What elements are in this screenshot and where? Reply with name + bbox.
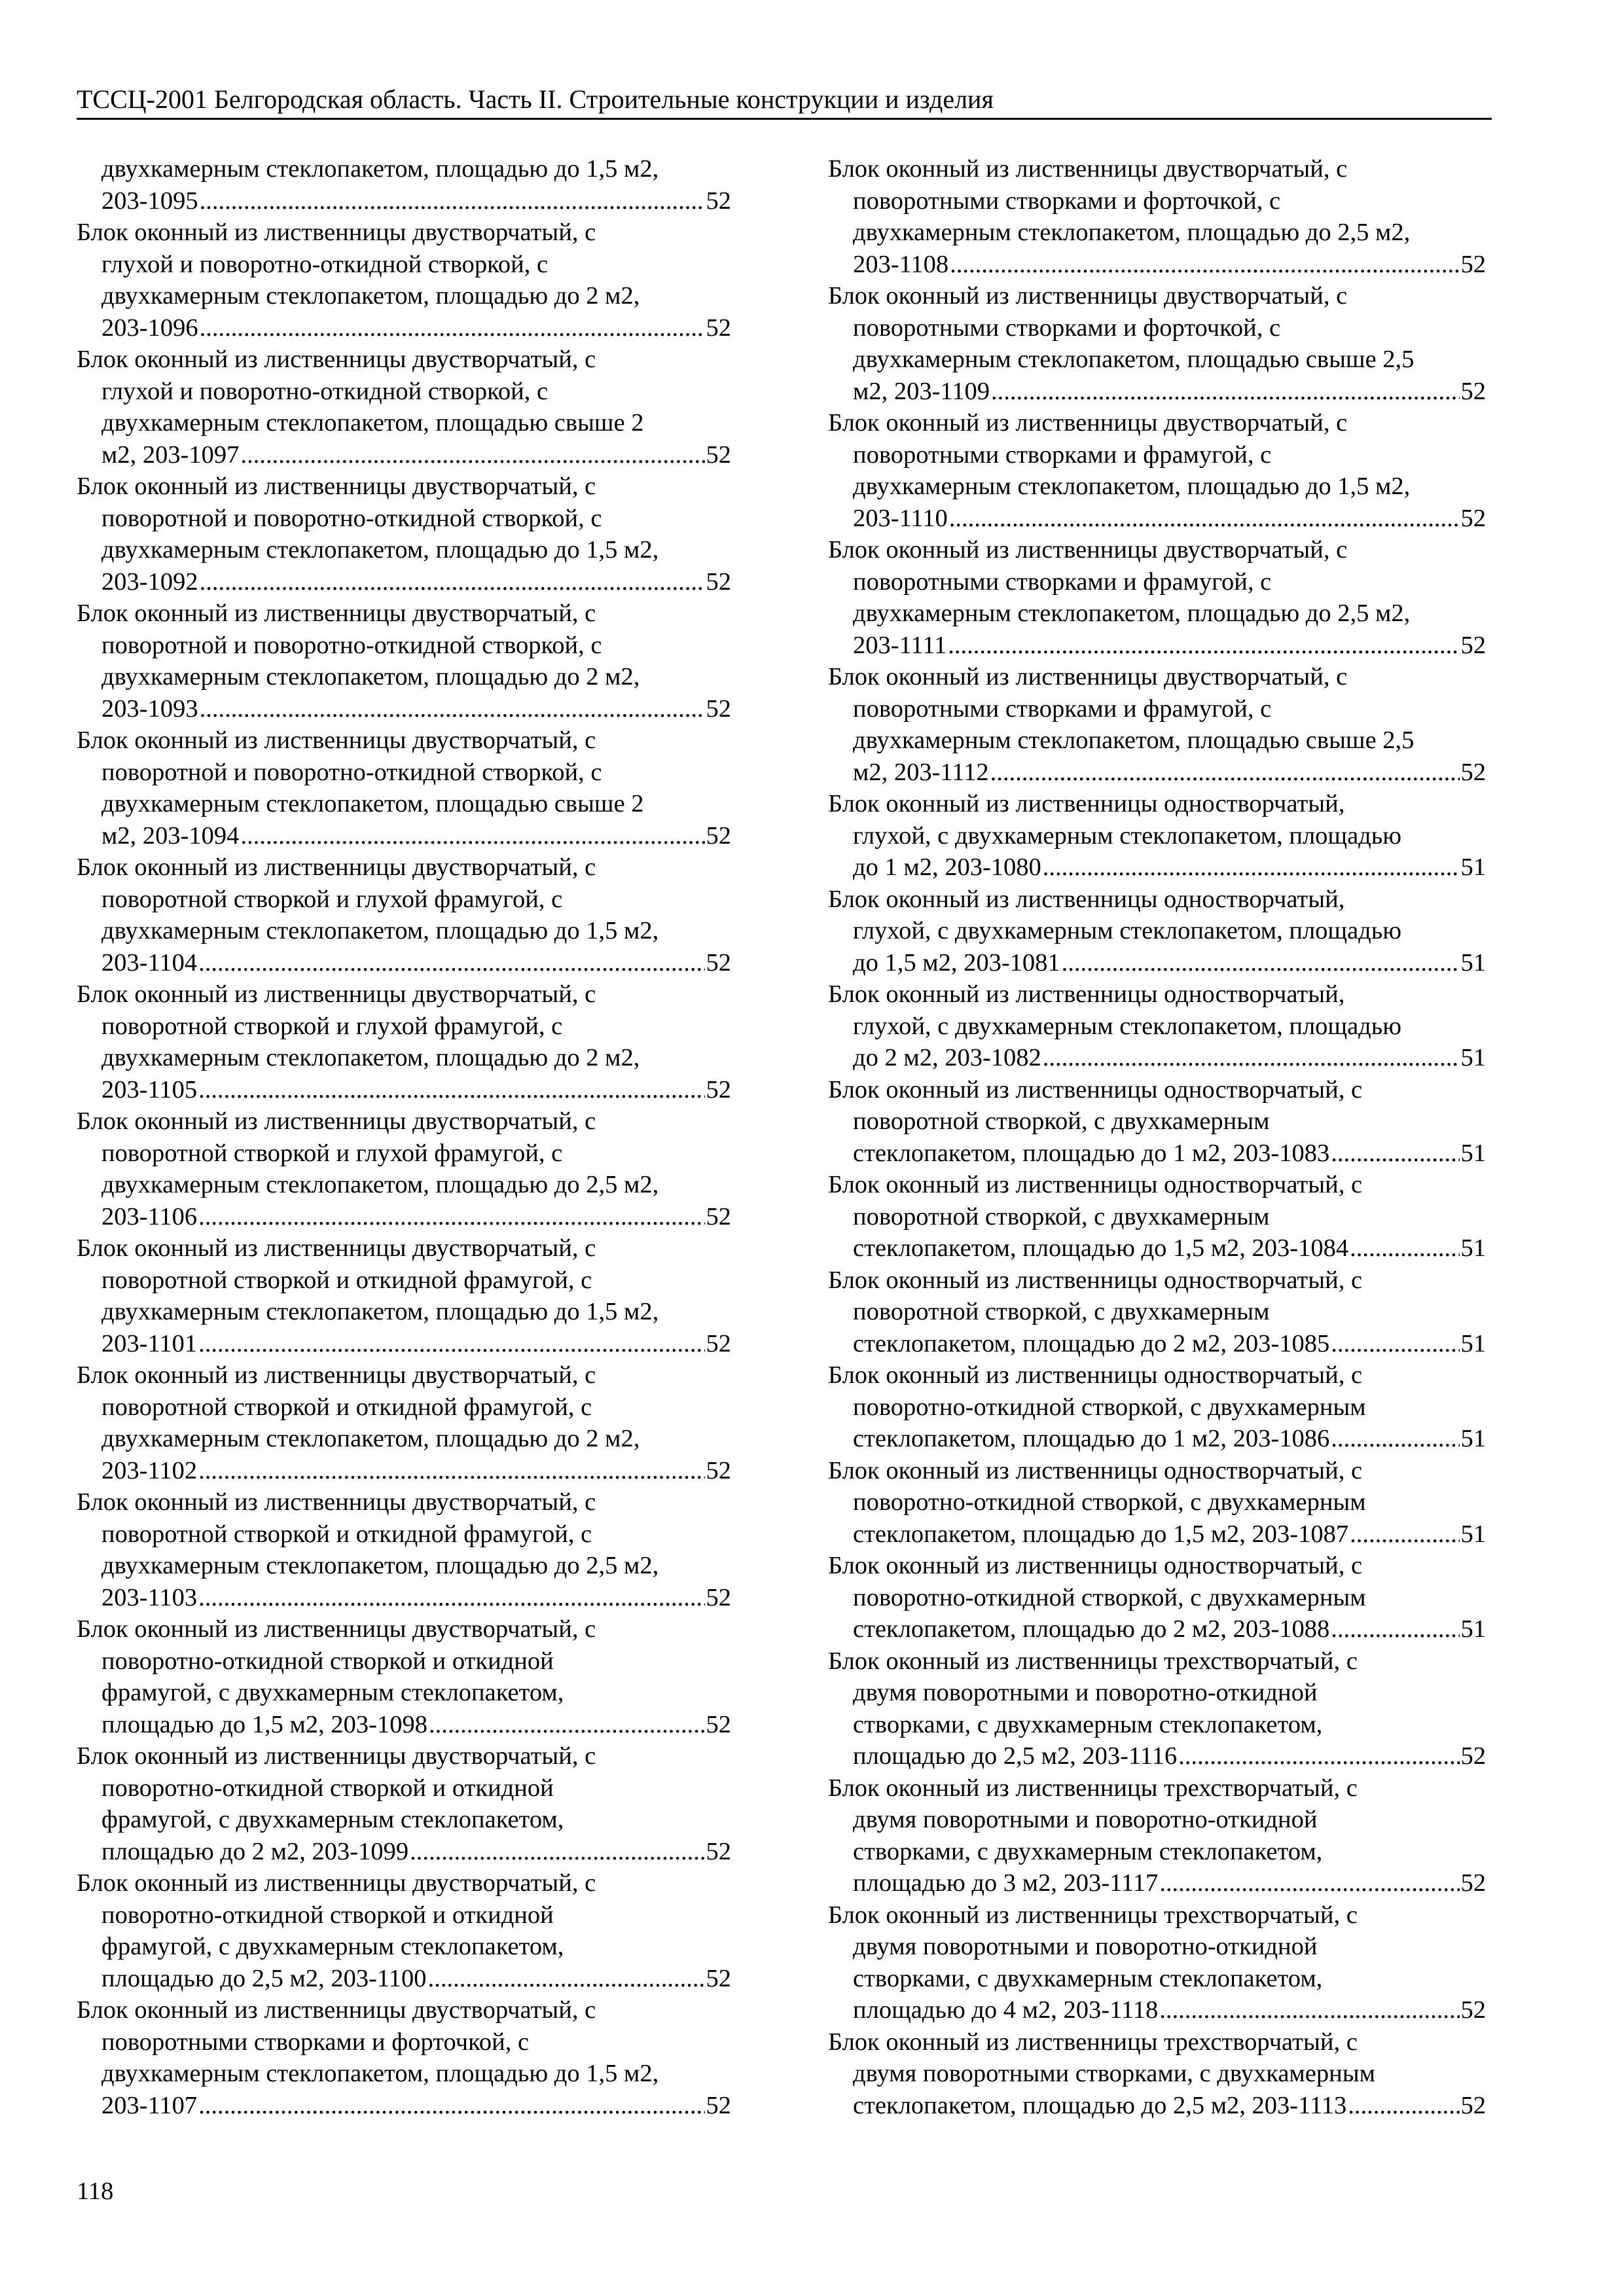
entry-text-line: глухой, с двухкамерным стеклопакетом, площадью [853,821,1402,850]
entry-text-line: Блок оконный из лиственницы двустворчатый, с [77,1488,596,1516]
entry-page-ref: 52 [706,1202,731,1230]
entry-code: стеклопакетом, площадью до 1,5 м2, 203-1084 [853,1234,1349,1262]
entry-page-ref: 52 [706,187,731,215]
entry-text-line: двухкамерным стеклопакетом, площадью до 2 м2, [101,1044,640,1071]
index-entry [828,1550,1486,1645]
entry-text-line: поворотными створками и форточкой, с [101,2028,530,2056]
dot-leader [1062,947,1460,979]
entry-last-line [77,312,731,344]
dot-leader [428,1963,705,1995]
entry-code: площадью до 4 м2, 203-1118 [853,1996,1159,2024]
index-entry [828,1359,1486,1455]
entry-page-ref: 52 [706,1710,731,1738]
dot-leader [198,2090,704,2122]
entry-code: до 1 м2, 203-1080 [853,853,1041,881]
entry-text-line: поворотной и поворотно-откидной створкой, с [101,631,602,659]
entry-text-line: Блок оконный из лиственницы двустворчатый, с [77,726,596,754]
index-entry [77,1486,731,1613]
entry-text-line: двухкамерным стеклопакетом, площадью до 1,5 м2, [101,155,659,183]
index-entry [77,725,731,852]
entry-last-line [828,503,1486,535]
entry-text-line: Блок оконный из лиственницы двустворчатый, с [77,1869,596,1897]
entry-page-ref: 52 [706,314,731,342]
dot-leader [410,1836,704,1868]
index-entry [828,884,1486,979]
index-column-left [77,153,731,2121]
entry-text-line: поворотно-откидной створкой и откидной [101,1647,554,1675]
entry-text-line: двухкамерным стеклопакетом, площадью до 1,5 м2, [101,917,659,944]
entry-last-line [828,757,1486,789]
entry-last-line [828,1423,1486,1455]
entry-page-ref: 52 [1460,377,1486,405]
dot-leader [198,1201,704,1233]
entry-code: площадью до 3 м2, 203-1117 [853,1869,1159,1897]
entry-text-line: Блок оконный из лиственницы двустворчатый, с [77,473,596,500]
entry-text-line: поворотно-откидной створкой, с двухкамерным [853,1393,1366,1421]
entry-text-line: Блок оконный из лиственницы трехстворчатый, с [828,2028,1358,2056]
entry-last-line [828,1994,1486,2026]
entry-text-line: створками, с двухкамерным стеклопакетом, [853,1964,1323,1992]
entry-last-line [828,852,1486,884]
index-entry [77,217,731,344]
entry-code: 203-1104 [101,948,198,977]
entry-last-line [828,376,1486,408]
entry-code: площадью до 2,5 м2, 203-1100 [101,1964,427,1992]
entry-code: площадью до 2,5 м2, 203-1116 [853,1742,1178,1770]
index-entry [828,661,1486,788]
entry-page-ref: 52 [706,567,731,596]
entry-text-line: двухкамерным стеклопакетом, площадью свыше 2 [101,409,644,437]
index-entry [828,1772,1486,1899]
entry-page-ref: 52 [1460,2091,1486,2119]
dot-leader [1350,1518,1459,1551]
entry-code: 203-1102 [101,1456,198,1484]
entry-text-line: Блок оконный из лиственницы двустворчатый, с [77,1361,596,1389]
entry-text-line: двухкамерным стеклопакетом, площадью до 2,5 м2, [101,1552,659,1579]
entry-last-line [77,1201,731,1233]
entry-text-line: поворотно-откидной створкой и откидной [101,1901,554,1929]
dot-leader [990,757,1460,789]
entry-text-line: Блок оконный из лиственницы двустворчатый, с [77,1996,596,2024]
entry-page-ref: 51 [1460,1329,1486,1357]
entry-last-line [77,439,731,471]
entry-text-line: двумя поворотными и поворотно-откидной [853,1933,1318,1960]
entry-text-line: фрамугой, с двухкамерным стеклопакетом, [101,1806,564,1833]
entry-text-line: глухой, с двухкамерным стеклопакетом, площадью [853,917,1402,944]
entry-last-line [77,1582,731,1614]
entry-last-line [828,1613,1486,1645]
entry-text-line: Блок оконный из лиственницы одностворчатый, [828,790,1345,817]
entry-code: до 1,5 м2, 203-1081 [853,948,1060,977]
entry-code: 203-1095 [101,187,198,215]
entry-text-line: Блок оконный из лиственницы одностворчатый, с [828,1266,1363,1294]
index-entry [828,788,1486,884]
entry-text-line: Блок оконный из лиственницы одностворчатый, [828,885,1345,913]
entry-code: 203-1092 [101,567,198,596]
entry-text-line: створками, с двухкамерным стеклопакетом, [853,1710,1323,1738]
entry-text-line: Блок оконный из лиственницы двустворчатый, с [77,600,596,627]
entry-text-line: двухкамерным стеклопакетом, площадью свыше 2 [101,790,644,817]
entry-last-line [77,1074,731,1106]
dot-leader [198,1328,704,1360]
dot-leader [1159,1994,1459,2026]
entry-code: 203-1111 [853,631,947,659]
entry-code: стеклопакетом, площадью до 2 м2, 203-1088 [853,1615,1330,1643]
index-entry [828,1645,1486,1772]
entry-text-line: Блок оконный из лиственницы двустворчатый, с [77,853,596,881]
entry-last-line [77,1328,731,1360]
entry-text-line: Блок оконный из лиственницы трехстворчатый, с [828,1647,1358,1675]
entry-page-ref: 51 [1460,1615,1486,1643]
entry-text-line: фрамугой, с двухкамерным стеклопакетом, [101,1933,564,1960]
dot-leader [200,312,705,344]
index-entry [828,2026,1486,2122]
entry-text-line: поворотной створкой и откидной фрамугой, с [101,1520,592,1548]
index-entry [828,978,1486,1074]
dot-leader [1331,1613,1459,1645]
index-entry [77,1867,731,1994]
dot-leader [200,566,705,598]
entry-page-ref: 51 [1460,853,1486,881]
entry-page-ref: 52 [1460,631,1486,659]
dot-leader [948,630,1459,662]
entry-last-line [828,630,1486,662]
entry-page-ref: 51 [1460,1234,1486,1262]
entry-page-ref: 52 [706,1075,731,1103]
index-entry [77,344,731,471]
entry-text-line: Блок оконный из лиственницы одностворчатый, с [828,1171,1363,1198]
index-entry [828,280,1486,407]
entry-text-line: двумя поворотными и поворотно-откидной [853,1806,1318,1833]
index-entry [77,1994,731,2121]
dot-leader [1331,1138,1459,1170]
entry-text-line: глухой и поворотно-откидной створкой, с [101,250,549,278]
entry-text-line: поворотно-откидной створкой и откидной [101,1774,554,1802]
entry-text-line: поворотно-откидной створкой, с двухкамерным [853,1583,1366,1611]
entry-last-line [828,1328,1486,1360]
dot-leader [1348,2090,1459,2122]
entry-last-line [77,947,731,979]
dot-leader [198,1582,704,1614]
entry-page-ref: 51 [1460,1139,1486,1167]
entry-last-line [77,693,731,725]
header-title: ТССЦ-2001 Белгородская область. Часть II. Строительные конструкции и изделия [77,84,994,114]
entry-code: м2, 203-1112 [853,758,989,786]
index-entry [828,1455,1486,1551]
entry-code: м2, 203-1109 [853,377,990,405]
entry-last-line [828,947,1486,979]
dot-leader [200,185,705,217]
entry-text-line: Блок оконный из лиственницы двустворчатый, с [828,282,1348,310]
entry-code: до 2 м2, 203-1082 [853,1044,1041,1071]
index-entry [828,1899,1486,2026]
entry-page-ref: 51 [1460,1520,1486,1548]
dot-leader [1043,1042,1460,1074]
entry-text-line: Блок оконный из лиственницы двустворчатый, с [828,663,1348,691]
index-column-right [828,153,1486,2121]
entry-text-line: Блок оконный из лиственницы трехстворчатый, с [828,1774,1358,1802]
entry-page-ref: 51 [1460,1425,1486,1452]
entry-code: стеклопакетом, площадью до 1 м2, 203-1083 [853,1139,1330,1167]
entry-last-line [828,1740,1486,1772]
index-entry [77,852,731,978]
entry-page-ref: 51 [1460,948,1486,977]
entry-text-line: поворотной створкой и глухой фрамугой, с [101,1012,563,1040]
entry-code: стеклопакетом, площадью до 2,5 м2, 203-1113 [853,2091,1347,2119]
dot-leader [240,820,704,852]
entry-text-line: Блок оконный из лиственницы двустворчатый, с [77,219,596,246]
entry-code: 203-1093 [101,694,198,723]
entry-text-line: Блок оконный из лиственницы двустворчатый, с [828,155,1348,183]
entry-text-line: Блок оконный из лиственницы трехстворчатый, с [828,1901,1358,1929]
page-header [77,82,1492,120]
entry-text-line: Блок оконный из лиственницы двустворчатый, с [828,536,1348,564]
entry-page-ref: 52 [1460,1996,1486,2024]
dot-leader [949,503,1460,535]
entry-text-line: двухкамерным стеклопакетом, площадью до 2,5 м2, [853,600,1411,627]
entry-last-line [77,1836,731,1868]
entry-text-line: Блок оконный из лиственницы двустворчатый, с [77,1742,596,1770]
entry-text-line: фрамугой, с двухкамерным стеклопакетом, [101,1679,564,1706]
entry-page-ref: 52 [1460,1742,1486,1770]
entry-last-line [77,1455,731,1487]
entry-text-line: поворотной створкой, с двухкамерным [853,1298,1270,1325]
entry-last-line [77,2090,731,2122]
entry-text-line: двухкамерным стеклопакетом, площадью до 2 м2, [101,663,640,691]
entry-code: 203-1101 [101,1329,198,1357]
index-entry [77,1740,731,1867]
entry-text-line: двухкамерным стеклопакетом, площадью до 1,5 м2, [853,473,1411,500]
entry-text-line: поворотными створками и форточкой, с [853,187,1281,215]
entry-text-line: двухкамерным стеклопакетом, площадью до 2,5 м2, [101,1171,659,1198]
dot-leader [950,249,1459,281]
entry-page-ref: 51 [1460,1044,1486,1071]
entry-last-line [828,2090,1486,2122]
entry-text-line: поворотной створкой, с двухкамерным [853,1107,1270,1135]
entry-page-ref: 52 [706,2091,731,2119]
entry-text-line: поворотной створкой и откидной фрамугой, с [101,1266,592,1294]
dot-leader [198,1455,704,1487]
dot-leader [1350,1232,1459,1265]
entry-last-line [77,820,731,852]
entry-text-line: Блок оконный из лиственницы одностворчатый, с [828,1456,1363,1484]
entry-page-ref: 52 [706,1964,731,1992]
entry-page-ref: 52 [706,440,731,469]
entry-text-line: Блок оконный из лиственницы двустворчатый, с [77,1107,596,1135]
entry-text-line: Блок оконный из лиственницы одностворчатый, с [828,1552,1363,1579]
entry-text-line: поворотно-откидной створкой, с двухкамерным [853,1488,1366,1516]
entry-page-ref: 52 [706,948,731,977]
entry-page-ref: 52 [1460,250,1486,278]
entry-code: 203-1096 [101,314,198,342]
entry-last-line [77,566,731,598]
entry-text-line: двумя поворотными створками, с двухкамерным [853,2060,1375,2087]
entry-text-line: поворотными створками и фрамугой, с [853,694,1272,723]
entry-last-line [77,185,731,217]
index-entry [828,534,1486,661]
entry-page-ref: 52 [706,694,731,723]
entry-page-ref: 52 [1460,758,1486,786]
index-entry [828,1074,1486,1170]
entry-last-line [828,1867,1486,1899]
entry-code: м2, 203-1094 [101,821,240,850]
entry-text-line: Блок оконный из лиственницы одностворчатый, [828,980,1345,1008]
entry-code: 203-1110 [853,504,948,532]
entry-text-line: Блок оконный из лиственницы двустворчатый, с [77,1234,596,1262]
entry-text-line: Блок оконный из лиственницы двустворчатый, с [77,980,596,1008]
entry-page-ref: 52 [706,1329,731,1357]
entry-page-ref: 52 [1460,504,1486,532]
dot-leader [1159,1867,1459,1899]
entry-text-line: Блок оконный из лиственницы двустворчатый, с [77,346,596,373]
entry-text-line: поворотной створкой, с двухкамерным [853,1202,1270,1230]
dot-leader [1331,1328,1459,1360]
entry-last-line [77,1709,731,1741]
entry-text-line: Блок оконный из лиственницы одностворчатый, с [828,1075,1363,1103]
entry-text-line: поворотными створками и форточкой, с [853,314,1281,342]
entry-code: м2, 203-1097 [101,440,240,469]
entry-page-ref: 52 [706,1583,731,1611]
dot-leader [1178,1740,1459,1772]
index-entry [77,598,731,725]
entry-code: 203-1107 [101,2091,198,2119]
entry-code: 203-1108 [853,250,949,278]
dot-leader [198,947,704,979]
entry-code: 203-1106 [101,1202,198,1230]
dot-leader [1043,852,1460,884]
entry-last-line [77,1963,731,1995]
entry-last-line [828,1042,1486,1074]
index-entry [77,1105,731,1232]
index-entry [77,1359,731,1486]
dot-leader [429,1709,705,1741]
entry-text-line: глухой, с двухкамерным стеклопакетом, площадью [853,1012,1402,1040]
index-entry [828,1169,1486,1265]
index-entry [77,1613,731,1740]
dot-leader [1331,1423,1459,1455]
entry-text-line: двумя поворотными и поворотно-откидной [853,1679,1318,1706]
dot-leader [198,1074,704,1106]
index-entry [828,1265,1486,1360]
entry-code: 203-1105 [101,1075,198,1103]
dot-leader [200,693,705,725]
entry-text-line: поворотной и поворотно-откидной створкой, с [101,504,602,532]
index-entry [77,1232,731,1359]
entry-code: стеклопакетом, площадью до 1 м2, 203-1086 [853,1425,1330,1452]
page-number: 118 [77,2178,114,2205]
entry-text-line: глухой и поворотно-откидной створкой, с [101,377,549,405]
entry-text-line: Блок оконный из лиственницы двустворчатый, с [828,409,1348,437]
entry-text-line: двухкамерным стеклопакетом, площадью свыше 2,5 [853,346,1415,373]
entry-last-line [828,1518,1486,1551]
entry-text-line: поворотными створками и фрамугой, с [853,567,1272,596]
entry-text-line: поворотной створкой и глухой фрамугой, с [101,885,563,913]
entry-text-line: поворотной створкой и глухой фрамугой, с [101,1139,563,1167]
entry-code: стеклопакетом, площадью до 1,5 м2, 203-1087 [853,1520,1349,1548]
entry-text-line: поворотными створками и фрамугой, с [853,440,1272,469]
entry-page-ref: 52 [706,821,731,850]
entry-text-line: створками, с двухкамерным стеклопакетом, [853,1837,1323,1865]
entry-text-line: двухкамерным стеклопакетом, площадью свыше 2,5 [853,726,1415,754]
dot-leader [991,376,1459,408]
index-entry [77,978,731,1105]
entry-text-line: Блок оконный из лиственницы двустворчатый, с [77,1615,596,1643]
entry-code: площадью до 1,5 м2, 203-1098 [101,1710,427,1738]
index-entry [828,153,1486,280]
entry-code: площадью до 2 м2, 203-1099 [101,1837,409,1865]
dot-leader [240,439,704,471]
entry-last-line [828,1138,1486,1170]
entry-page-ref: 52 [1460,1869,1486,1897]
index-entry [828,407,1486,534]
entry-text-line: двухкамерным стеклопакетом, площадью до 2 м2, [101,1425,640,1452]
index-entry [77,471,731,598]
entry-text-line: двухкамерным стеклопакетом, площадью до 2,5 м2, [853,219,1411,246]
entry-code: стеклопакетом, площадью до 2 м2, 203-1085 [853,1329,1330,1357]
entry-text-line: поворотной створкой и откидной фрамугой, с [101,1393,592,1421]
entry-text-line: Блок оконный из лиственницы одностворчатый, с [828,1361,1363,1389]
entry-text-line: поворотной и поворотно-откидной створкой, с [101,758,602,786]
entry-text-line: двухкамерным стеклопакетом, площадью до 1,5 м2, [101,2060,659,2087]
entry-last-line [828,249,1486,281]
entry-text-line: двухкамерным стеклопакетом, площадью до 1,5 м2, [101,1298,659,1325]
index-entry [77,153,731,217]
entry-page-ref: 52 [706,1456,731,1484]
entry-last-line [828,1232,1486,1265]
entry-text-line: двухкамерным стеклопакетом, площадью до 2 м2, [101,282,640,310]
entry-text-line: двухкамерным стеклопакетом, площадью до 1,5 м2, [101,536,659,564]
entry-page-ref: 52 [706,1837,731,1865]
entry-code: 203-1103 [101,1583,198,1611]
